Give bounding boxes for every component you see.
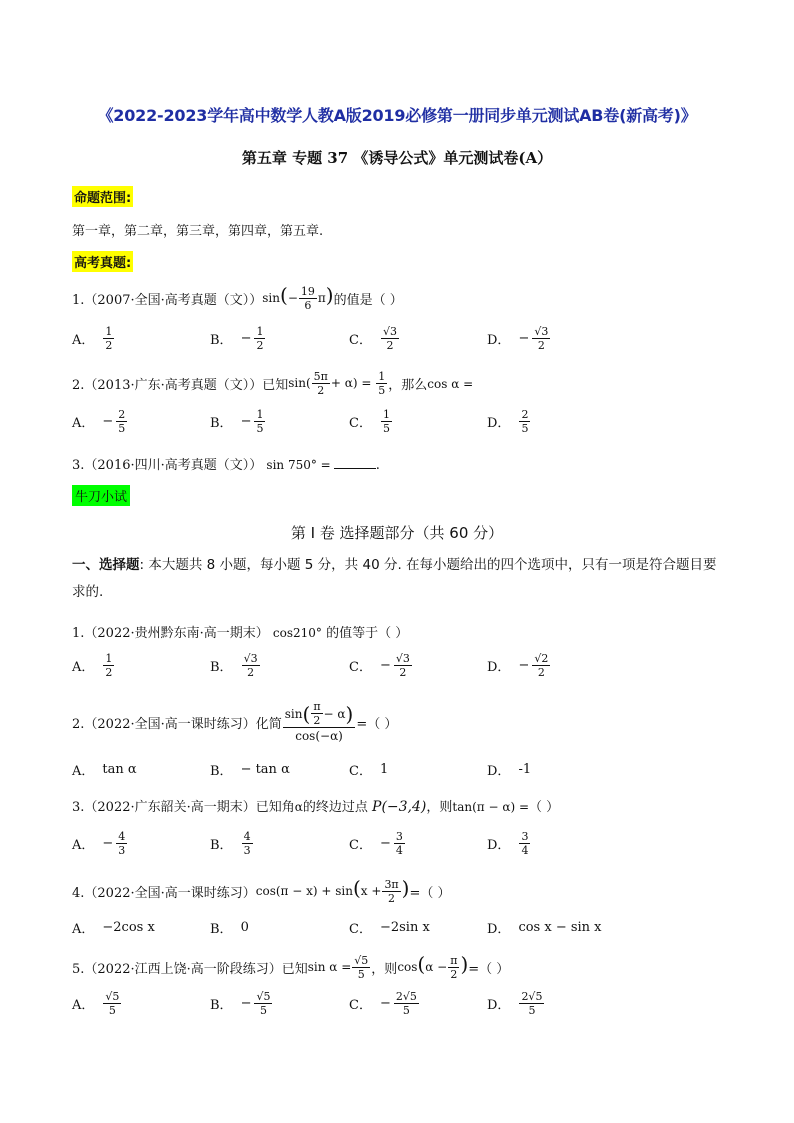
denominator: 2 (317, 384, 325, 397)
numerator: √5 (105, 990, 120, 1003)
option-c[interactable] (349, 918, 430, 937)
option-key: D． (487, 660, 511, 675)
question-tail: （ ） (529, 800, 560, 815)
math-fraction (376, 370, 387, 397)
question-source: 2.（2022·全国·高一课时练习）化简 (72, 716, 282, 732)
option-a[interactable] (72, 652, 115, 679)
denominator: 4 (521, 844, 529, 857)
option-key: C． (349, 416, 372, 431)
denominator: 5 (118, 422, 126, 435)
option-fraction (394, 830, 405, 857)
option-fraction (242, 652, 260, 679)
option-c[interactable] (349, 408, 393, 435)
option-b[interactable] (210, 990, 273, 1017)
option-key: C． (349, 998, 372, 1013)
question-tail: 的值等于（ ） (326, 626, 409, 641)
math-expression: cos(α − $\frac{\pi}{2}$ ) (397, 952, 469, 981)
question-source: 1.（2022·贵州黔东南·高一期末） (72, 626, 269, 641)
math-fraction (299, 285, 317, 312)
instructions-text: : 本大题共 8 小题，每小题 5 分，共 40 分. 在每小题给出的四个选项中，只有一项是符合题目要求的. (72, 557, 717, 600)
math-expression: tan(π − α) = (452, 800, 530, 814)
numerator: √3 (534, 325, 549, 338)
math-symbol: + α) = (330, 376, 372, 390)
numerator: √3 (382, 325, 397, 338)
denominator: 5 (528, 1004, 536, 1017)
option-key: C． (349, 660, 372, 675)
denominator: 2 (386, 339, 394, 352)
option-fraction (519, 408, 530, 435)
numerator: 2 (521, 408, 529, 421)
question-tail: ，那么 (388, 378, 428, 393)
option-fraction (381, 408, 392, 435)
math-symbol: α − (425, 960, 448, 974)
math-symbol: α (294, 800, 303, 814)
math-fraction (312, 370, 330, 397)
option-d[interactable] (487, 990, 545, 1017)
option-fraction (394, 652, 412, 679)
option-key: B． (210, 333, 233, 348)
denominator: 2 (388, 892, 396, 905)
option-key: B． (210, 922, 233, 937)
option-a[interactable] (72, 325, 115, 352)
option-key: D． (487, 416, 511, 431)
math-expression: cos210° (272, 626, 322, 640)
option-c[interactable] (349, 760, 388, 779)
denominator: 5 (521, 422, 529, 435)
option-a[interactable] (72, 830, 128, 857)
math-symbol: − α (323, 706, 346, 721)
option-d[interactable] (487, 918, 602, 937)
numerator: √2 (534, 652, 549, 665)
scope-label: 命题范围: (72, 186, 133, 207)
chapter-title: 第五章 专题 37 《诱导公式》单元测试卷(A） (241, 149, 553, 167)
option-key: A． (72, 660, 95, 675)
option-key: D． (487, 764, 511, 779)
option-fraction (394, 990, 419, 1017)
math-fn: sin (262, 291, 280, 305)
option-key: D． (487, 838, 511, 853)
option-fraction (532, 325, 550, 352)
scope-text: 第一章，第二章，第三章，第四章，第五章. (72, 224, 324, 239)
numerator: 4 (243, 830, 251, 843)
question-tail: =（ ） (468, 962, 510, 977)
numerator: π (313, 700, 321, 713)
option-value: -1 (518, 762, 532, 777)
option-c[interactable] (349, 325, 400, 352)
option-value: 1 (379, 762, 389, 777)
option-key: B． (210, 660, 233, 675)
denominator: 5 (256, 422, 264, 435)
question-text: ，则 (371, 962, 398, 977)
gaokao-question-3 (72, 454, 380, 473)
numerator: √5 (256, 990, 271, 1003)
option-key: A． (72, 922, 95, 937)
option-sign: − (518, 658, 530, 673)
math-expression (308, 954, 372, 981)
math-fn: sin( (288, 376, 311, 390)
option-key: B． (210, 998, 233, 1013)
option-value: tan α (102, 762, 137, 777)
denominator: 2 (105, 666, 113, 679)
option-c[interactable] (349, 830, 406, 857)
option-key: C． (349, 838, 372, 853)
question-source: 1.（2007·全国·高考真题（文）） (72, 293, 263, 308)
math-expression: sin 750° = (266, 458, 331, 472)
math-expression: cos(π − x) + sin(x + $\frac{3\pi}{2}$ ) (255, 876, 410, 905)
numerator: 5π (313, 370, 328, 383)
question-5 (72, 954, 509, 981)
option-value: cos x − sin x (518, 920, 602, 935)
question-source: 2.（2013·广东·高考真题（文））已知 (72, 378, 289, 393)
numerator: 3 (521, 830, 529, 843)
numerator: 2 (118, 408, 126, 421)
question-source: 3.（2016·四川·高考真题（文）） (72, 458, 263, 473)
denominator: 3 (118, 844, 126, 857)
option-fraction (254, 408, 265, 435)
section-title: 第 I 卷 选择题部分（共 60 分） (290, 524, 504, 542)
option-fraction (519, 990, 544, 1017)
denominator: 5 (357, 968, 365, 981)
option-d[interactable] (487, 760, 531, 779)
option-fraction (116, 408, 127, 435)
option-fraction (381, 325, 399, 352)
option-fraction (103, 325, 114, 352)
option-key: C． (349, 333, 372, 348)
question-4 (72, 878, 451, 905)
option-d[interactable] (487, 408, 531, 435)
denominator: 2 (313, 714, 321, 727)
option-sign: − (240, 414, 252, 429)
question-tail: . (375, 458, 380, 473)
question-source: 4.（2022·全国·高一课时练习） (72, 886, 256, 901)
option-fraction (103, 652, 114, 679)
option-sign: − (240, 331, 252, 346)
math-fn: cos (397, 960, 418, 974)
denominator: 4 (395, 844, 403, 857)
question-text: ，则 (426, 800, 453, 815)
question-2 (72, 700, 397, 744)
option-key: A． (72, 333, 95, 348)
denominator: 2 (399, 666, 407, 679)
denominator: 2 (537, 666, 545, 679)
gaokao-question-2 (72, 370, 473, 397)
numerator: 2√5 (521, 990, 543, 1003)
series-title: 《2022-2023学年高中数学人教A版2019必修第一册同步单元测试AB卷(新高考)》 (97, 106, 697, 125)
numerator: 1 (378, 370, 386, 383)
option-value: −2cos x (102, 920, 155, 935)
option-d[interactable] (487, 652, 551, 679)
option-key: C． (349, 922, 372, 937)
option-d[interactable] (487, 830, 531, 857)
option-key: A． (72, 416, 95, 431)
numerator: √3 (395, 652, 410, 665)
option-a[interactable] (72, 760, 137, 779)
option-key: B． (210, 416, 233, 431)
denominator: 2 (537, 339, 545, 352)
math-fn: sin α = (307, 960, 352, 974)
numerator: 1 (105, 652, 113, 665)
instructions (72, 552, 724, 606)
question-source: 3.（2022·广东韶关·高一期末）已知角 (72, 800, 295, 815)
gaokao-label: 高考真题: (72, 251, 133, 272)
denominator: 6 (304, 299, 312, 312)
option-fraction (103, 990, 121, 1017)
math-fraction (283, 700, 356, 744)
question-3 (72, 796, 559, 815)
math-fn: sin (284, 706, 303, 721)
numerator: √3 (243, 652, 258, 665)
option-b[interactable] (210, 830, 254, 857)
math-symbol: π (317, 291, 326, 305)
question-text: 的终边过点 (302, 800, 368, 815)
gaokao-question-1 (72, 285, 403, 312)
option-key: B． (210, 764, 233, 779)
numerator: 2√5 (395, 990, 417, 1003)
option-b[interactable] (210, 652, 261, 679)
denominator: 5 (259, 1004, 267, 1017)
numerator: 1 (256, 325, 264, 338)
math-symbol: x + (360, 884, 382, 898)
option-a[interactable] (72, 408, 128, 435)
option-fraction (254, 325, 265, 352)
option-value: − tan α (240, 762, 290, 777)
option-b[interactable] (210, 325, 266, 352)
option-sign: − (240, 996, 252, 1011)
option-key: C． (349, 764, 372, 779)
option-sign: − (379, 996, 391, 1011)
numerator: 1 (256, 408, 264, 421)
option-a[interactable] (72, 990, 122, 1017)
question-tail: =（ ） (409, 886, 451, 901)
math-expression (288, 370, 388, 397)
numerator: 3 (395, 830, 403, 843)
denominator: 2 (256, 339, 264, 352)
option-c[interactable] (349, 652, 413, 679)
numerator: 4 (118, 830, 126, 843)
option-b[interactable] (210, 760, 290, 779)
math-fn: cos(π − x) + sin (255, 884, 353, 898)
option-b[interactable] (210, 408, 266, 435)
denominator: cos(−α) (295, 729, 343, 743)
option-key: A． (72, 998, 95, 1013)
option-sign: − (102, 414, 114, 429)
option-a[interactable] (72, 918, 155, 937)
question-source: 5.（2022·江西上饶·高一阶段练习）已知 (72, 962, 308, 977)
practice-label: 牛刀小试 (72, 485, 130, 506)
denominator: 5 (402, 1004, 410, 1017)
option-sign: − (102, 836, 114, 851)
option-fraction (519, 830, 530, 857)
option-value: −2sin x (379, 920, 430, 935)
option-fraction (116, 830, 127, 857)
question-tail: =（ ） (356, 716, 398, 732)
question-1 (72, 622, 408, 641)
denominator: 2 (105, 339, 113, 352)
option-key: D． (487, 922, 511, 937)
option-key: A． (72, 838, 95, 853)
option-fraction (242, 830, 253, 857)
numerator: 1 (105, 325, 113, 338)
option-b[interactable] (210, 918, 249, 937)
option-value: 0 (240, 920, 249, 935)
option-d[interactable] (487, 325, 551, 352)
option-c[interactable] (349, 990, 420, 1017)
denominator: 2 (450, 968, 458, 981)
denominator: 5 (382, 422, 390, 435)
math-expression: sin(− $\frac{19}{6}$ π) (262, 283, 334, 312)
option-sign: − (518, 331, 530, 346)
option-key: D． (487, 998, 511, 1013)
option-key: D． (487, 333, 511, 348)
math-expression: cos α = (427, 376, 474, 391)
option-sign: − (379, 658, 391, 673)
option-key: B． (210, 838, 233, 853)
option-sign: − (379, 836, 391, 851)
numerator: sin ( $\frac{\pi}{2}$ − α ) (284, 700, 354, 727)
instructions-heading: 一、选择题 (72, 557, 140, 573)
numerator: √5 (354, 954, 369, 967)
denominator: 5 (378, 384, 386, 397)
numerator: 19 (300, 285, 315, 298)
answer-blank[interactable] (334, 468, 376, 469)
math-expression: P(−3,4) (372, 799, 427, 815)
denominator: 3 (243, 844, 251, 857)
numerator: 3π (384, 878, 399, 891)
option-key: A． (72, 764, 95, 779)
numerator: 1 (382, 408, 390, 421)
option-fraction (532, 652, 550, 679)
denominator: 5 (108, 1004, 116, 1017)
numerator: π (450, 954, 458, 967)
denominator: 2 (247, 666, 255, 679)
option-fraction (254, 990, 272, 1017)
question-tail: 的值是（ ） (333, 293, 403, 308)
